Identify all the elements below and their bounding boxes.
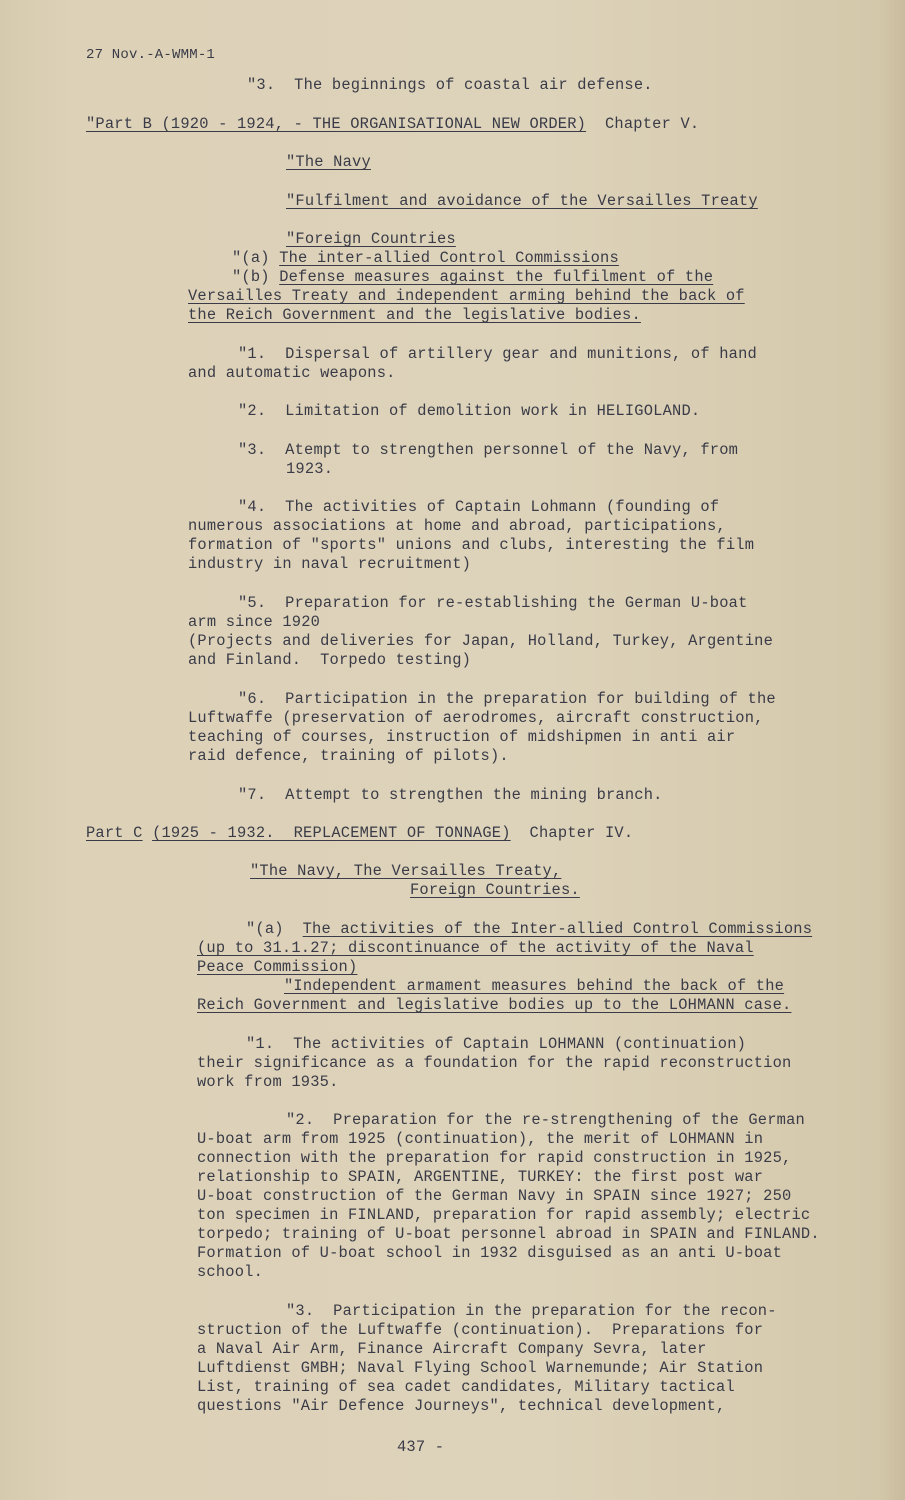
text-line: (Projects and deliveries for Japan, Holland, Turkey, Argentine bbox=[188, 632, 774, 650]
text-line: "5. Preparation for re-establishing the German U-boat bbox=[238, 594, 748, 612]
text-line: "3. Atempt to strengthen personnel of the Navy, from bbox=[238, 441, 739, 459]
text-line: numerous associations at home and abroad, participations, bbox=[188, 517, 726, 535]
text-line: "2. Preparation for the re-strengthening of the German bbox=[286, 1111, 805, 1129]
text-line: "6. Participation in the preparation for building of the bbox=[238, 690, 776, 708]
text-line: List, training of sea cadet candidates, Military tactical bbox=[197, 1378, 735, 1396]
text-line: "1. Dispersal of artillery gear and munitions, of hand bbox=[238, 345, 757, 363]
subsection-a bbox=[232, 249, 619, 268]
text-line: "3. Participation in the preparation for the recon- bbox=[286, 1302, 777, 1320]
text-line: Luftwaffe (preservation of aerodromes, aircraft construction, bbox=[188, 709, 764, 727]
subsection-a bbox=[246, 920, 812, 939]
subsection-title: Defense measures against the fulfilment of the bbox=[279, 268, 714, 286]
text-line: "4. The activities of Captain Lohmann (founding of bbox=[238, 498, 720, 516]
part-b-heading bbox=[86, 115, 699, 134]
text-line: "3. The beginnings of coastal air defense. bbox=[247, 76, 653, 94]
page-number: 437 - bbox=[397, 1438, 445, 1456]
part-c-label: Part C bbox=[86, 824, 143, 842]
text-line: Reich Government and legislative bodies up to the LOHMANN case. bbox=[197, 996, 792, 1014]
text-line: Luftdienst GMBH; Naval Flying School Warnemunde; Air Station bbox=[197, 1359, 764, 1377]
text-line: industry in naval recruitment) bbox=[188, 555, 472, 573]
text-line: ton specimen in FINLAND, preparation for rapid assembly; electric bbox=[197, 1206, 811, 1224]
text-line: torpedo; training of U-boat personnel abroad in SPAIN and FINLAND. bbox=[197, 1225, 820, 1243]
text-line: U-boat arm from 1925 (continuation), the merit of LOHMANN in bbox=[197, 1130, 764, 1148]
part-b-title: (1920 - 1924, - THE ORGANISATIONAL NEW ORDER) bbox=[161, 115, 587, 133]
text-line: Versailles Treaty and independent arming behind the back of bbox=[188, 287, 745, 305]
text-line: school. bbox=[197, 1263, 264, 1281]
section-heading: "Foreign Countries bbox=[286, 230, 456, 248]
section-heading: "The Navy bbox=[286, 153, 371, 171]
document-reference: 27 Nov.-A-WMM-1 bbox=[86, 47, 216, 63]
text-line: and automatic weapons. bbox=[188, 364, 396, 382]
part-b-label: "Part B bbox=[86, 115, 162, 133]
text-line: (up to 31.1.27; discontinuance of the activity of the Naval bbox=[197, 939, 754, 957]
text-line: and Finland. Torpedo testing) bbox=[188, 651, 472, 669]
text-line: relationship to SPAIN, ARGENTINE, TURKEY: the first post war bbox=[197, 1168, 764, 1186]
text-line: their significance as a foundation for the rapid reconstruction bbox=[197, 1054, 792, 1072]
text-line: connection with the preparation for rapid construction in 1925, bbox=[197, 1149, 792, 1167]
text-line: work from 1935. bbox=[197, 1073, 339, 1091]
item-marker: "(a) bbox=[246, 920, 303, 938]
text-line: "2. Limitation of demolition work in HELIGOLAND. bbox=[238, 402, 701, 420]
text-line: "1. The activities of Captain LOHMANN (continuation) bbox=[246, 1035, 747, 1053]
text-line: teaching of courses, instruction of midshipmen in anti air bbox=[188, 728, 736, 746]
subsection-title: The activities of the Inter-allied Control Commissions bbox=[302, 920, 813, 938]
text-line: U-boat construction of the German Navy in SPAIN since 1927; 250 bbox=[197, 1187, 792, 1205]
part-c-chapter: Chapter IV. bbox=[510, 824, 634, 842]
subsection-title: The inter-allied Control Commissions bbox=[279, 249, 619, 267]
item-marker: "(b) bbox=[232, 268, 280, 286]
item-marker: "(a) bbox=[232, 249, 280, 267]
text-line: Formation of U-boat school in 1932 disguised as an anti U-boat bbox=[197, 1244, 783, 1262]
text-line: raid defence, training of pilots). bbox=[188, 747, 509, 765]
text-line: "7. Attempt to strengthen the mining branch. bbox=[238, 786, 663, 804]
part-b-chapter: Chapter V. bbox=[586, 115, 700, 133]
part-c-heading bbox=[86, 824, 633, 843]
text-line: 1923. bbox=[286, 460, 334, 478]
text-line: struction of the Luftwaffe (continuation). Preparations for bbox=[197, 1321, 764, 1339]
subsection-b bbox=[232, 268, 713, 287]
section-heading: "Fulfilment and avoidance of the Versailles Treaty bbox=[286, 192, 758, 210]
text-line: questions "Air Defence Journeys", technical development, bbox=[197, 1397, 726, 1415]
section-heading: "The Navy, The Versailles Treaty, bbox=[250, 862, 562, 880]
section-heading: Foreign Countries. bbox=[410, 881, 580, 899]
spacer-text bbox=[143, 824, 152, 842]
text-line: Peace Commission) bbox=[197, 958, 358, 976]
text-line: "Independent armament measures behind the back of the bbox=[284, 977, 785, 995]
text-line: the Reich Government and the legislative bodies. bbox=[188, 306, 641, 324]
text-line: arm since 1920 bbox=[188, 613, 321, 631]
part-c-title: (1925 - 1932. REPLACEMENT OF TONNAGE) bbox=[152, 824, 511, 842]
text-line: formation of "sports" unions and clubs, interesting the film bbox=[188, 536, 755, 554]
text-line: a Naval Air Arm, Finance Aircraft Company Sevra, later bbox=[197, 1340, 707, 1358]
